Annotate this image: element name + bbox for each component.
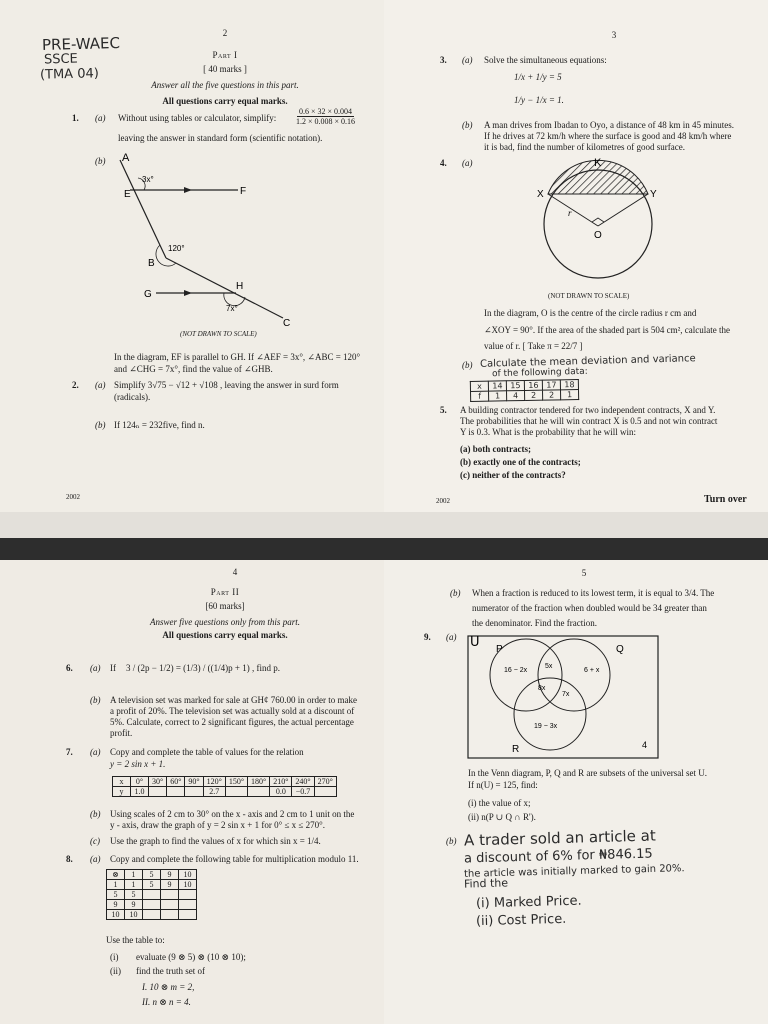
footer-code: 2002 xyxy=(436,497,450,505)
question-2-number: 2. xyxy=(72,380,79,390)
table-cell: 9 xyxy=(125,900,143,910)
question-9-number: 9. xyxy=(424,632,431,642)
not-to-scale-note: (NOT DRAWN TO SCALE) xyxy=(180,330,257,338)
label-y: Y xyxy=(650,189,657,200)
q8b-text-1: When a fraction is reduced to its lowest term, it is equal to 3/4. The xyxy=(472,588,715,598)
question-1-number: 1. xyxy=(72,113,79,123)
table-cell: f xyxy=(471,391,489,401)
region-r-only: 19 − 3x xyxy=(534,723,558,730)
table-row xyxy=(107,900,197,910)
q3b-label: (b) xyxy=(462,120,473,130)
q6b-text-1: A television set was marked for sale at GH¢ 760.00 in order to make xyxy=(110,695,357,705)
q8-i-text: evaluate (9 ⊗ 5) ⊗ (10 ⊗ 10); xyxy=(136,952,246,962)
table-cell: 10 xyxy=(125,910,143,920)
q9b-handwritten-1: A trader sold an article at xyxy=(463,826,656,850)
venn-diagram xyxy=(466,630,662,760)
table-cell xyxy=(167,787,185,797)
q5-part-c: (c) neither of the contracts? xyxy=(460,470,566,480)
q8b-text-2: numerator of the fraction when doubled would be 34 greater than xyxy=(472,603,707,613)
q1a-fraction xyxy=(296,107,355,126)
label-u: U xyxy=(470,635,480,650)
label-c: C xyxy=(283,318,291,329)
marks: [60 marks] xyxy=(205,601,245,611)
q9b-handwritten-4: Find the xyxy=(463,876,509,891)
q2a-text-1: Simplify 3√75 − √12 + √108 , leaving the answer in surd form xyxy=(114,380,339,390)
table-cell: 2 xyxy=(525,390,543,400)
table-cell xyxy=(143,890,161,900)
q6a-label: (a) xyxy=(90,663,101,673)
table-cell: 4 xyxy=(507,391,525,401)
page-number: 4 xyxy=(232,567,238,577)
q9b-handwritten-6: (ii) Cost Price. xyxy=(475,911,567,930)
table-cell: 0° xyxy=(131,777,149,787)
instruction-1: Answer five questions only from this part. xyxy=(150,617,300,627)
q1a-text-2: leaving the answer in standard form (scientific notation). xyxy=(118,133,323,143)
q6b-text-2: a profit of 20%. The television set was actually sold at a discount of xyxy=(110,706,355,716)
table-cell: 16 xyxy=(524,380,542,390)
q1a-fraction-denominator: 1.2 × 0.008 × 0.16 xyxy=(296,117,356,126)
q6a-text: If xyxy=(110,663,116,673)
table-cell: 240° xyxy=(292,777,314,787)
q3b-text-2: If he drives at 72 km/h where the surface is good and 48 km/h where xyxy=(484,131,732,141)
page-number: 5 xyxy=(581,568,587,578)
table-row xyxy=(107,870,197,880)
table-cell: 1 xyxy=(107,880,125,890)
table-cell: 1 xyxy=(125,880,143,890)
q7b-text-1: Using scales of 2 cm to 30° on the x - axis and 2 cm to 1 unit on the xyxy=(110,809,355,819)
page-gap xyxy=(0,512,768,560)
table-cell: 1 xyxy=(489,391,507,401)
q9b-handwritten-5: (i) Marked Price. xyxy=(475,893,582,912)
label-b: B xyxy=(148,258,155,269)
page-number: 3 xyxy=(611,30,617,40)
circle-q xyxy=(538,639,610,711)
not-to-scale-note: (NOT DRAWN TO SCALE) xyxy=(548,292,630,300)
table-cell: 270° xyxy=(314,777,336,787)
q3b-text-3: it is bad, find the number of kilometres of good surface. xyxy=(484,142,685,152)
q7c-text: Use the graph to find the values of x for which sin x = 1/4. xyxy=(110,836,321,846)
table-cell xyxy=(143,910,161,920)
table-cell: 5 xyxy=(125,890,143,900)
table-cell xyxy=(185,787,203,797)
table-cell: 1.0 xyxy=(131,787,149,797)
question-3-number: 3. xyxy=(440,55,447,65)
table-cell: 90° xyxy=(185,777,203,787)
table-cell: 5 xyxy=(143,870,161,880)
table-cell xyxy=(143,900,161,910)
table-cell: 9 xyxy=(107,900,125,910)
q6b-text-4: profit. xyxy=(110,728,133,738)
q5-text-1: A building contractor tendered for two independent contracts, X and Y. xyxy=(460,405,716,415)
table-cell xyxy=(161,890,179,900)
q1a-fraction-numerator: 0.6 × 32 × 0.004 xyxy=(299,107,353,116)
part-title: Part I xyxy=(212,50,238,60)
q6b-text-3: 5%. Calculate, correct to 2 significant figures, the actual percentage xyxy=(110,717,354,727)
q4b-handwritten-1: Calculate the mean deviation and variance xyxy=(479,353,696,370)
q4a-text-1: In the diagram, O is the centre of the circle radius r cm and xyxy=(484,308,697,318)
table-row xyxy=(113,777,337,787)
table-cell: x xyxy=(470,381,488,391)
q2b-text: If 124ₙ = 232five, find n. xyxy=(114,420,205,430)
exam-page-4 xyxy=(0,560,384,1024)
q8-use-the-table: Use the table to: xyxy=(106,935,165,945)
q8-i-label: (i) xyxy=(110,952,119,962)
label-f: F xyxy=(240,186,247,197)
q4a-text-3: value of r. [ Take π = 22/7 ] xyxy=(484,341,583,351)
q7c-label: (c) xyxy=(90,836,100,846)
table-cell: 180° xyxy=(248,777,270,787)
q4b-label: (b) xyxy=(462,360,473,370)
label-k: K xyxy=(594,157,602,169)
instruction-2: All questions carry equal marks. xyxy=(162,630,288,640)
q8-ii-part-2: II. n ⊗ n = 4. xyxy=(142,997,191,1007)
table-cell: 2 xyxy=(542,390,560,400)
table-cell: 15 xyxy=(506,381,524,391)
q3a-equation-1: 1/x + 1/y = 5 xyxy=(514,72,562,82)
q5-text-3: Y is 0.3. What is the probability that he will win: xyxy=(460,427,636,437)
table-cell: y xyxy=(113,787,131,797)
line-bc xyxy=(166,258,283,318)
table-row xyxy=(471,390,579,402)
q9b-handwritten-3: the article was initially marked to gain 20%. xyxy=(463,863,685,880)
table-cell: 150° xyxy=(225,777,247,787)
table-cell: 9 xyxy=(161,870,179,880)
q7-values-table xyxy=(112,776,337,797)
q9a-label: (a) xyxy=(446,632,457,642)
footer-code: 2002 xyxy=(66,493,80,501)
radius-ox xyxy=(548,194,598,226)
table-cell xyxy=(314,787,336,797)
table-cell: 17 xyxy=(542,380,560,390)
region-q-and-r: 7x xyxy=(562,691,570,698)
table-cell: 0.0 xyxy=(270,787,292,797)
region-outside: 4 xyxy=(642,740,648,750)
label-g: G xyxy=(144,289,152,300)
table-cell: 1 xyxy=(125,870,143,880)
q8a-label: (a) xyxy=(90,854,101,864)
table-cell xyxy=(248,787,270,797)
q4a-text-2: ∠XOY = 90°. If the area of the shaded part is 504 cm², calculate the xyxy=(484,325,730,335)
region-q-only: 6 + x xyxy=(584,667,600,674)
table-cell xyxy=(179,900,197,910)
table-cell: 9 xyxy=(161,880,179,890)
label-h: H xyxy=(236,281,244,292)
q9b-label: (b) xyxy=(446,836,457,846)
circle-r xyxy=(514,678,586,750)
circle-diagram xyxy=(534,154,664,286)
table-cell: 60° xyxy=(167,777,185,787)
table-cell: 14 xyxy=(488,381,506,391)
label-r: R xyxy=(512,744,520,755)
table-cell: 10 xyxy=(179,870,197,880)
q8a-text: Copy and complete the following table for multiplication modulo 11. xyxy=(110,854,359,864)
arrow-ef xyxy=(184,187,192,193)
exam-page-5 xyxy=(384,560,768,1024)
q5-part-a: (a) both contracts; xyxy=(460,444,531,454)
exam-page-2 xyxy=(0,0,384,512)
q7b-text-2: y - axis, draw the graph of y = 2 sin x + 1 for 0° ≤ x ≤ 270°. xyxy=(110,820,325,830)
label-q: Q xyxy=(616,644,624,655)
table-cell xyxy=(149,787,167,797)
q3a-equation-2: 1/y − 1/x = 1. xyxy=(514,95,564,105)
table-cell: x xyxy=(113,777,131,787)
q7a-label: (a) xyxy=(90,747,101,757)
table-row xyxy=(113,787,337,797)
q8-ii-part-1: I. 10 ⊗ m = 2, xyxy=(142,982,195,992)
label-p: P xyxy=(496,644,503,655)
table-cell: 2.7 xyxy=(203,787,225,797)
q8b-label: (b) xyxy=(450,588,461,598)
instruction-1: Answer all the five questions in this part. xyxy=(151,80,299,90)
question-8-number: 8. xyxy=(66,854,73,864)
q6a-equation: 3 / (2p − 1/2) = (1/3) / ((1/4)p + 1) , find p. xyxy=(126,663,280,673)
region-p-only: 16 − 2x xyxy=(504,667,528,674)
question-7-number: 7. xyxy=(66,747,73,757)
table-cell: 1 xyxy=(560,390,578,400)
label-x: X xyxy=(537,189,544,200)
q8-ii-text: find the truth set of xyxy=(136,966,205,976)
label-o: O xyxy=(594,230,602,241)
question-5-number: 5. xyxy=(440,405,447,415)
part-title: Part II xyxy=(210,587,240,597)
label-angle-aef: 3x° xyxy=(142,175,154,184)
q7a-text-2: y = 2 sin x + 1. xyxy=(110,759,166,769)
q9a-part-ii: (ii) n(P ∪ Q ∩ R'). xyxy=(468,812,536,822)
table-row xyxy=(107,910,197,920)
q8b-text-3: the denominator. Find the fraction. xyxy=(472,618,597,628)
q3b-text-1: A man drives from Ibadan to Oyo, a distance of 48 km in 45 minutes. xyxy=(484,120,734,130)
q9b-handwritten-2: a discount of 6% for ₦846.15 xyxy=(463,846,653,867)
exam-page-3 xyxy=(384,0,768,512)
turn-over: Turn over xyxy=(704,494,747,505)
question-4-number: 4. xyxy=(440,158,447,168)
region-p-and-q: 5x xyxy=(545,663,553,670)
table-cell xyxy=(161,900,179,910)
table-cell: −0.7 xyxy=(292,787,314,797)
table-cell: 5 xyxy=(107,890,125,900)
table-cell: 120° xyxy=(203,777,225,787)
label-angle-chg: 7x° xyxy=(226,304,238,313)
table-cell: 30° xyxy=(149,777,167,787)
q4a-label: (a) xyxy=(462,158,473,168)
arrow-gh xyxy=(184,290,192,296)
instruction-2: All questions carry equal marks. xyxy=(162,96,288,106)
q8-ii-label: (ii) xyxy=(110,966,121,976)
q1b-text-1: In the diagram, EF is parallel to GH. If ∠AEF = 3x°, ∠ABC = 120° xyxy=(114,352,361,362)
label-e: E xyxy=(124,189,131,200)
label-r: r xyxy=(568,208,572,218)
q1b-text-2: and ∠CHG = 7x°, find the value of ∠GHB. xyxy=(114,364,273,374)
radius-oy xyxy=(598,194,648,226)
table-cell: 10 xyxy=(179,880,197,890)
parallel-lines-diagram xyxy=(108,150,308,330)
q5-text-2: The probabilities that he will win contract X is 0.5 and not win contract xyxy=(460,416,718,426)
marks: [ 40 marks ] xyxy=(203,64,247,74)
q9a-text-2: If n(U) = 125, find: xyxy=(468,780,538,790)
q9a-part-i: (i) the value of x; xyxy=(468,798,531,808)
q1a-text: Without using tables or calculator, simplify: xyxy=(118,113,277,123)
q6b-label: (b) xyxy=(90,695,101,705)
label-a: A xyxy=(122,152,130,164)
q4b-handwritten-2: of the following data: xyxy=(491,366,588,380)
handwritten-header-line2: SSCE xyxy=(43,51,78,68)
q8-modulo-table xyxy=(106,869,197,920)
table-row xyxy=(107,880,197,890)
table-cell: ⊗ xyxy=(107,870,125,880)
table-cell xyxy=(179,890,197,900)
q2b-label: (b) xyxy=(95,420,106,430)
table-cell: 5 xyxy=(143,880,161,890)
handwritten-header-line1: PRE-WAEC xyxy=(41,33,121,55)
q7b-label: (b) xyxy=(90,809,101,819)
table-row xyxy=(107,890,197,900)
table-cell: 18 xyxy=(560,380,578,390)
q5-part-b: (b) exactly one of the contracts; xyxy=(460,457,581,467)
q3a-text: Solve the simultaneous equations: xyxy=(484,55,607,65)
q1a-label: (a) xyxy=(95,113,106,123)
table-cell: 10 xyxy=(107,910,125,920)
page-number: 2 xyxy=(222,28,228,38)
table-cell xyxy=(161,910,179,920)
table-cell xyxy=(225,787,247,797)
q3a-label: (a) xyxy=(462,55,473,65)
handwritten-header-line3: (TMA 04) xyxy=(39,66,100,83)
q2a-label: (a) xyxy=(95,380,106,390)
table-cell: 210° xyxy=(270,777,292,787)
right-angle-mark xyxy=(592,218,604,222)
q4b-frequency-table xyxy=(470,379,579,402)
q2a-text-2: (radicals). xyxy=(114,392,151,402)
table-cell xyxy=(179,910,197,920)
question-6-number: 6. xyxy=(66,663,73,673)
q7a-text-1: Copy and complete the table of values for the relation xyxy=(110,747,304,757)
label-angle-abc: 120° xyxy=(168,244,185,253)
q1b-label: (b) xyxy=(95,156,106,166)
q9a-text-1: In the Venn diagram, P, Q and R are subsets of the universal set U. xyxy=(468,768,708,778)
region-p-q-r: 8x xyxy=(538,685,546,692)
